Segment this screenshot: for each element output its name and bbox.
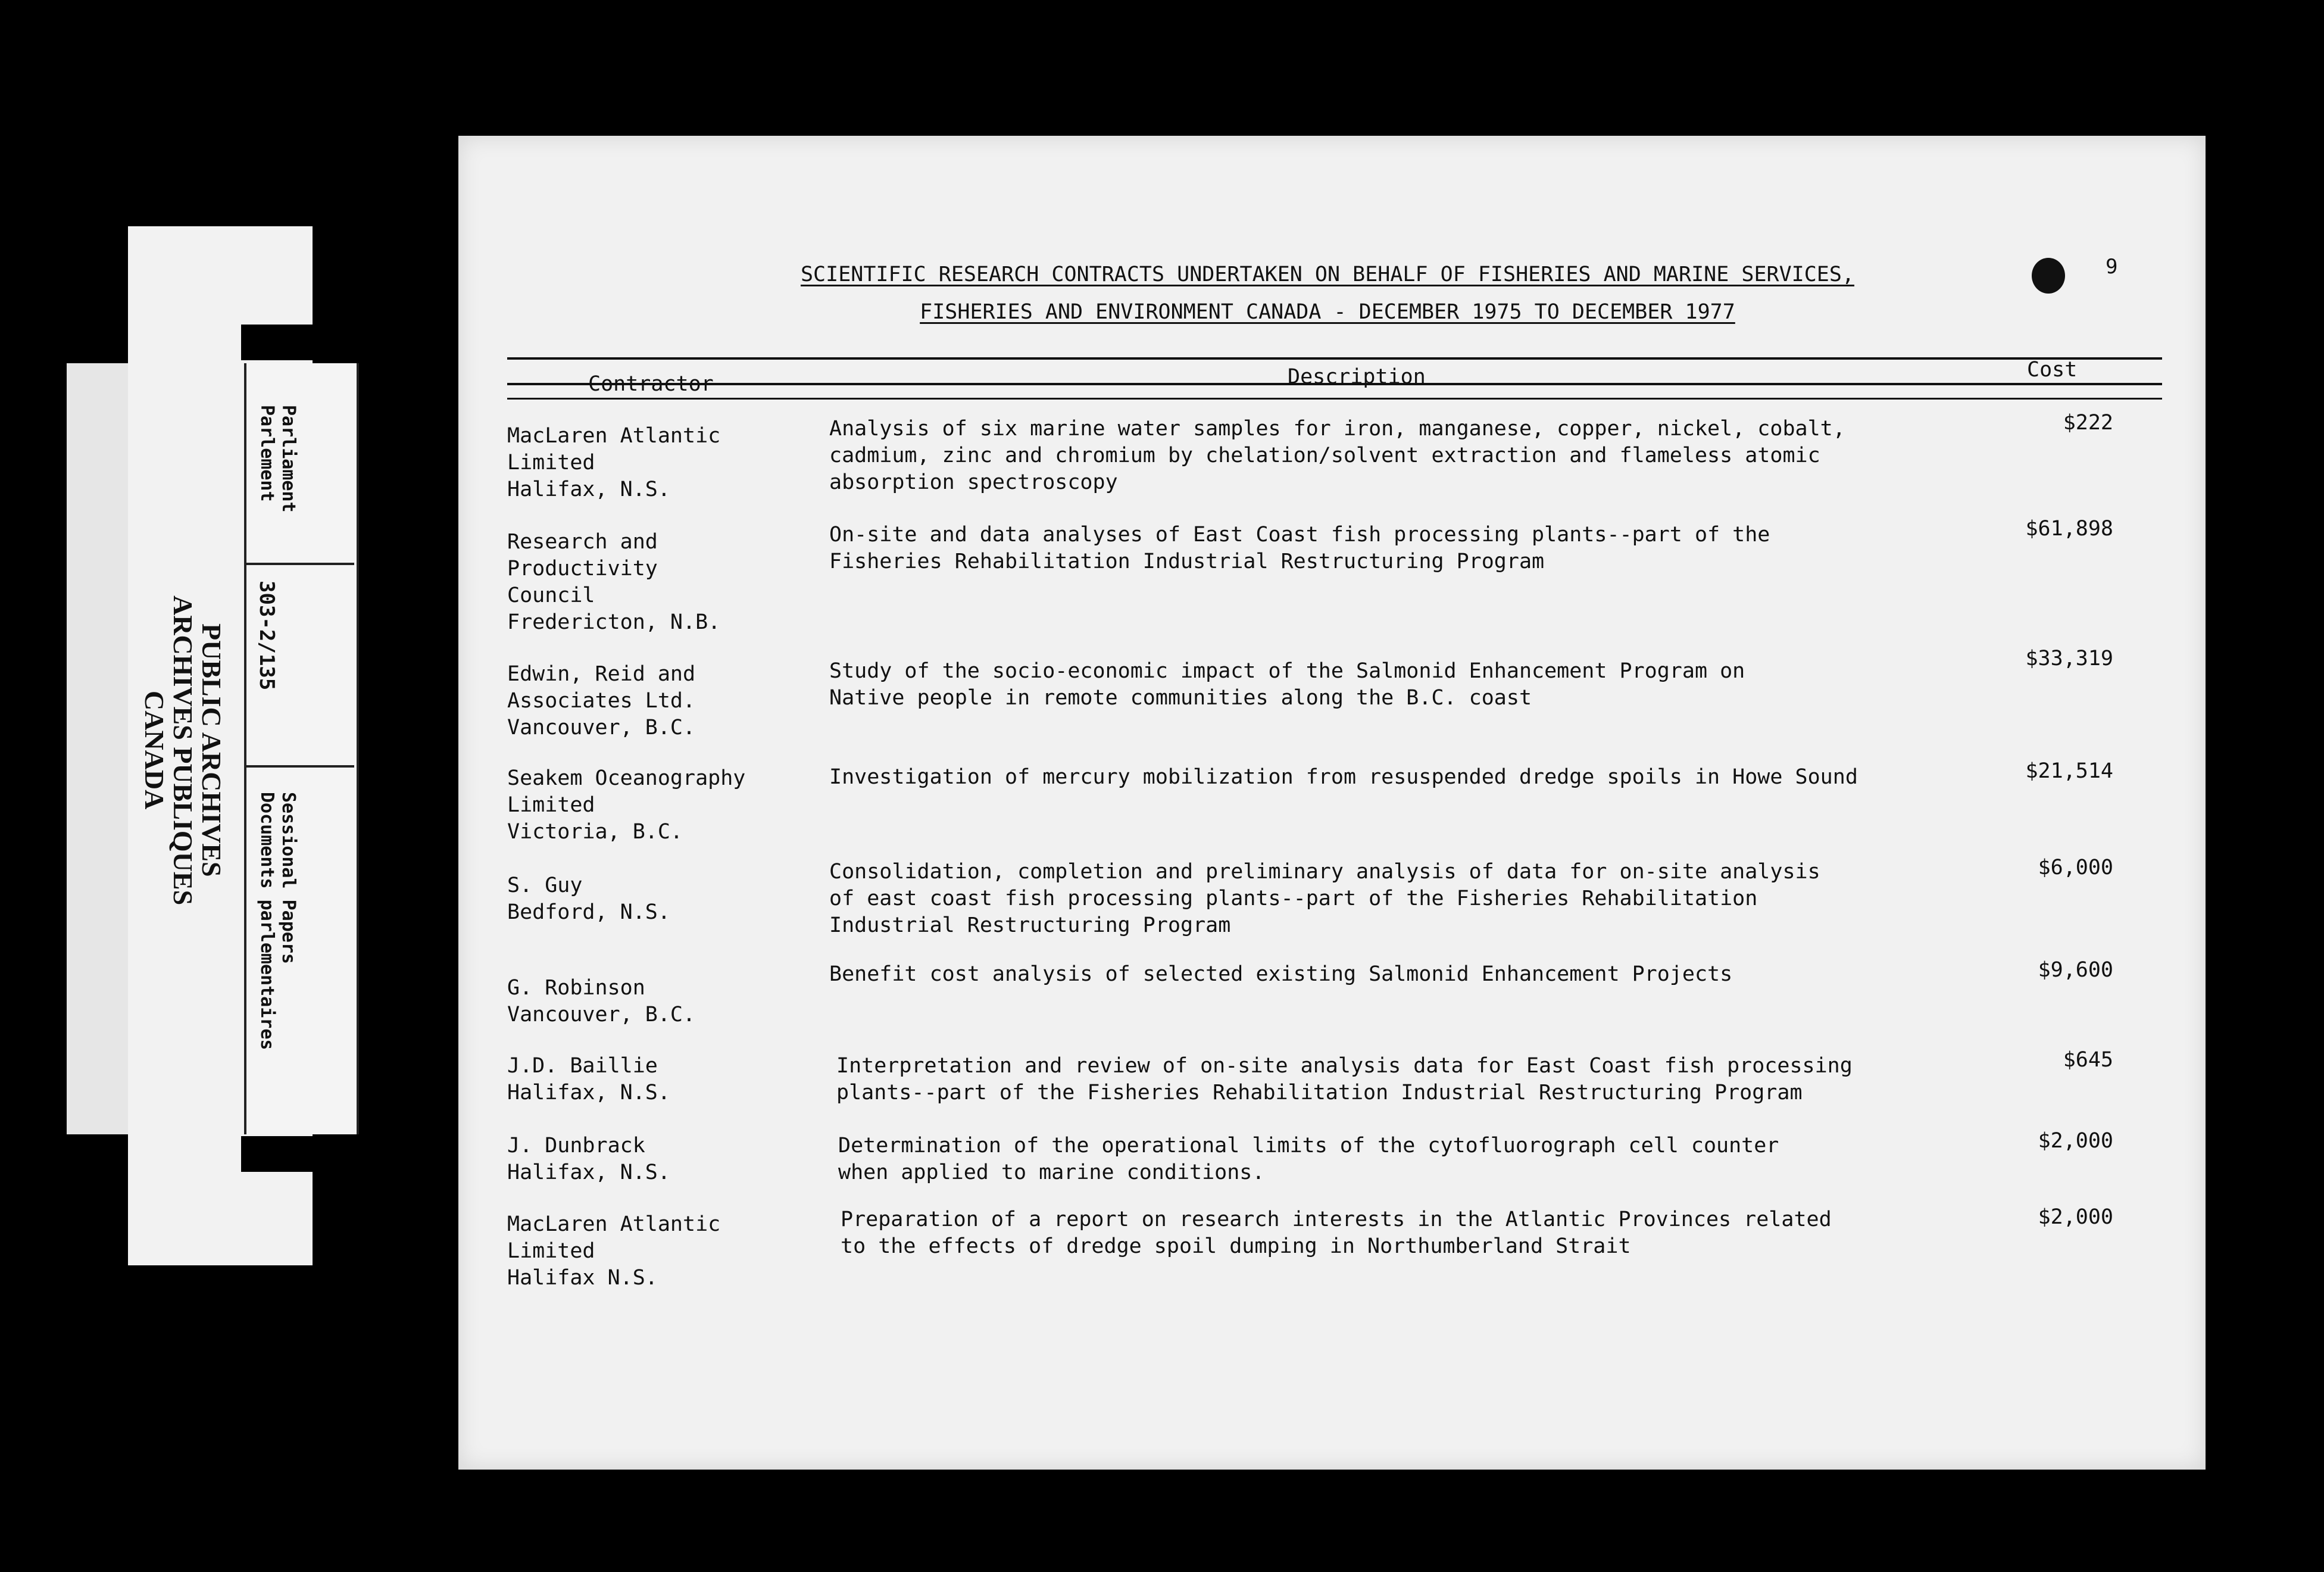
contractor-cell: G. Robinson Vancouver, B.C. [507, 976, 696, 1027]
title-line-1: SCIENTIFIC RESEARCH CONTRACTS UNDERTAKEN ON BEHALF OF FISHERIES AND MARINE SERVICES, [800, 263, 1855, 286]
description-cell: Interpretation and review of on-site analysis data for East Coast fish processing plants--part of the Fisheries Rehabilitation Industrial Restructuring Program [836, 1054, 1853, 1105]
header-description: Description [1288, 365, 1426, 389]
cost-cell: $2,000 [2038, 1205, 2113, 1229]
description-cell: Determination of the operational limits of the cytofluorograph cell counter when applied to marine conditions. [838, 1134, 1779, 1184]
description-cell: Analysis of six marine water samples for iron, manganese, copper, nickel, cobalt, cadmium, zinc and chromium by chelation/solvent extraction and flameless atomic absorption spectroscopy [829, 417, 1845, 494]
description-cell: Consolidation, completion and preliminary analysis of data for on-site analysis of east coast fish processing plants--part of the Fisheries Rehabilitation Industrial Restructuring Program [829, 860, 1820, 937]
cost-cell: $222 [2063, 411, 2113, 435]
contractor-cell: S. Guy Bedford, N.S. [507, 874, 670, 924]
cost-cell: $21,514 [2025, 759, 2113, 783]
header-contractor: Contractor [588, 372, 714, 396]
header-rule-under [507, 398, 2162, 400]
contractor-cell: MacLaren Atlantic Limited Halifax N.S. [507, 1212, 721, 1290]
header-rule-top [507, 357, 2162, 360]
cost-cell: $6,000 [2038, 856, 2113, 879]
description-cell: On-site and data analyses of East Coast fish processing plants--part of the Fisheries Rehabilitation Industrial Restructuring Program [829, 523, 1770, 573]
cost-cell: $61,898 [2025, 517, 2113, 541]
cost-cell: $2,000 [2038, 1129, 2113, 1153]
contractor-cell: J.D. Baillie Halifax, N.S. [507, 1054, 670, 1105]
description-cell: Study of the socio-economic impact of the Salmonid Enhancement Program on Native people in remote communities along the B.C. coast [829, 659, 1745, 710]
cost-cell: $33,319 [2025, 647, 2113, 670]
label-divider [244, 563, 354, 565]
contractor-cell: MacLaren Atlantic Limited Halifax, N.S. [507, 424, 721, 501]
label-divider [244, 765, 354, 768]
header-cost: Cost [2027, 358, 2078, 382]
page-number: 9 [2106, 255, 2118, 279]
cost-cell: $645 [2063, 1048, 2113, 1072]
contractor-cell: Seakem Oceanography Limited Victoria, B.C. [507, 766, 746, 844]
label-notch [241, 1136, 354, 1172]
punch-hole [2032, 258, 2065, 294]
description-cell: Benefit cost analysis of selected existing Salmonid Enhancement Projects [829, 962, 1733, 986]
label-sessional-papers: Sessional Papers Documents parlementaires [257, 792, 299, 1050]
contractor-cell: Research and Productivity Council Fredericton, N.B. [507, 530, 721, 634]
label-parliament: Parliament Parlement [257, 405, 299, 513]
label-number: 303-2/135 [255, 581, 279, 691]
document-title [768, 256, 1887, 331]
description-cell: Investigation of mercury mobilization from resuspended dredge spoils in Howe Sound [829, 765, 1858, 789]
contractor-cell: J. Dunbrack Halifax, N.S. [507, 1134, 670, 1184]
label-public-archives: PUBLIC ARCHIVES ARCHIVES PUBLIQUES CANADA [139, 595, 227, 906]
label-notch [241, 325, 354, 360]
cost-cell: $9,600 [2038, 958, 2113, 982]
contractor-cell: Edwin, Reid and Associates Ltd. Vancouver, B.C. [507, 662, 696, 740]
description-cell: Preparation of a report on research interests in the Atlantic Provinces related to the effects of dredge spoil dumping in Northumberland Strait [841, 1208, 1832, 1258]
title-line-2: FISHERIES AND ENVIRONMENT CANADA - DECEMBER 1975 TO DECEMBER 1977 [920, 300, 1735, 324]
